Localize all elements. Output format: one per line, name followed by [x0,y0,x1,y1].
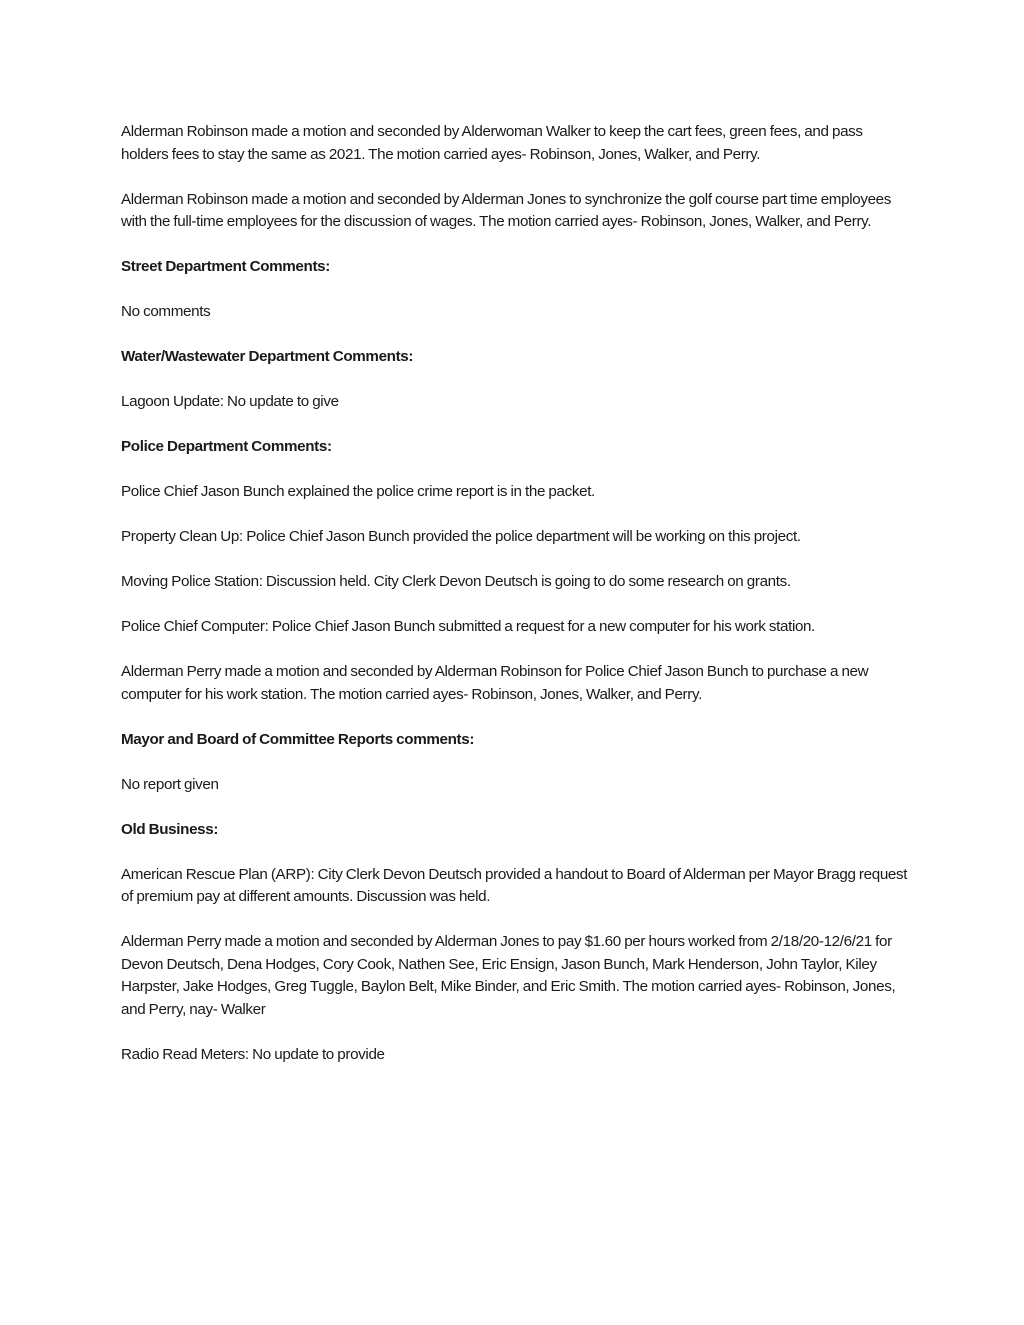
heading-street-department: Street Department Comments: [121,258,330,275]
mayor-board-report: No report given [121,775,219,793]
moving-police-station: Moving Police Station: Discussion held. City Clerk Devon Deutsch is going to do some research on grants. [121,573,791,590]
motion-golf-wages: Alderman Robinson made a motion and seconded by Alderman Jones to synchronize the golf course part time employees with the full-time employees for the discussion of wages. The motion carried ayes- Robinson, Jones, Walker, and Perry. [121,190,892,230]
heading-mayor-board-reports: Mayor and Board of Committee Reports comments: [121,730,475,748]
heading-police-department: Police Department Comments: [121,438,332,455]
street-department-comment: No comments [121,303,211,320]
heading-water-department: Water/Wastewater Department Comments: [121,348,414,365]
motion-premium-pay: Alderman Perry made a motion and seconded by Alderman Jones to pay $1.60 per hours worked from 2/18/20-12/6/21 for Devon Deutsch, Dena Hodges, Cory Cook, Nathen See, Eric Ensign, Jason Bunch, Mark Henderson, John Taylor, Kiley Harpster, Jake Hodges, Greg Tuggle, Baylon Belt, Mike Binder, and Eric Smith. The motion carried ayes- Robinson, Jones, and Perry, nay- Walker [121,933,896,1018]
property-clean-up: Property Clean Up: Police Chief Jason Bunch provided the police department will be working on this project. [121,528,801,545]
motion-police-computer: Alderman Perry made a motion and seconded by Alderman Robinson for Police Chief Jason Bunch to purchase a new computer for his work station. The motion carried ayes- Robinson, Jones, Walker, and Perry. [121,663,869,703]
radio-read-meters: Radio Read Meters: No update to provide [121,1045,385,1063]
motion-golf-fees: Alderman Robinson made a motion and seconded by Alderwoman Walker to keep the cart fees, green fees, and pass holders fees to stay the same as 2021. The motion carried ayes- Robinson, Jones, Walker, and Perry. [121,123,863,163]
police-chief-computer: Police Chief Computer: Police Chief Jason Bunch submitted a request for a new computer for his work station. [121,618,816,635]
police-crime-report: Police Chief Jason Bunch explained the police crime report is in the packet. [121,483,595,500]
lagoon-update: Lagoon Update: No update to give [121,393,339,410]
american-rescue-plan: American Rescue Plan (ARP): City Clerk Devon Deutsch provided a handout to Board of Alderman per Mayor Bragg request of premium pay at different amounts. Discussion was held. [121,865,908,905]
document-page [121,121,911,1089]
heading-old-business: Old Business: [121,820,219,838]
